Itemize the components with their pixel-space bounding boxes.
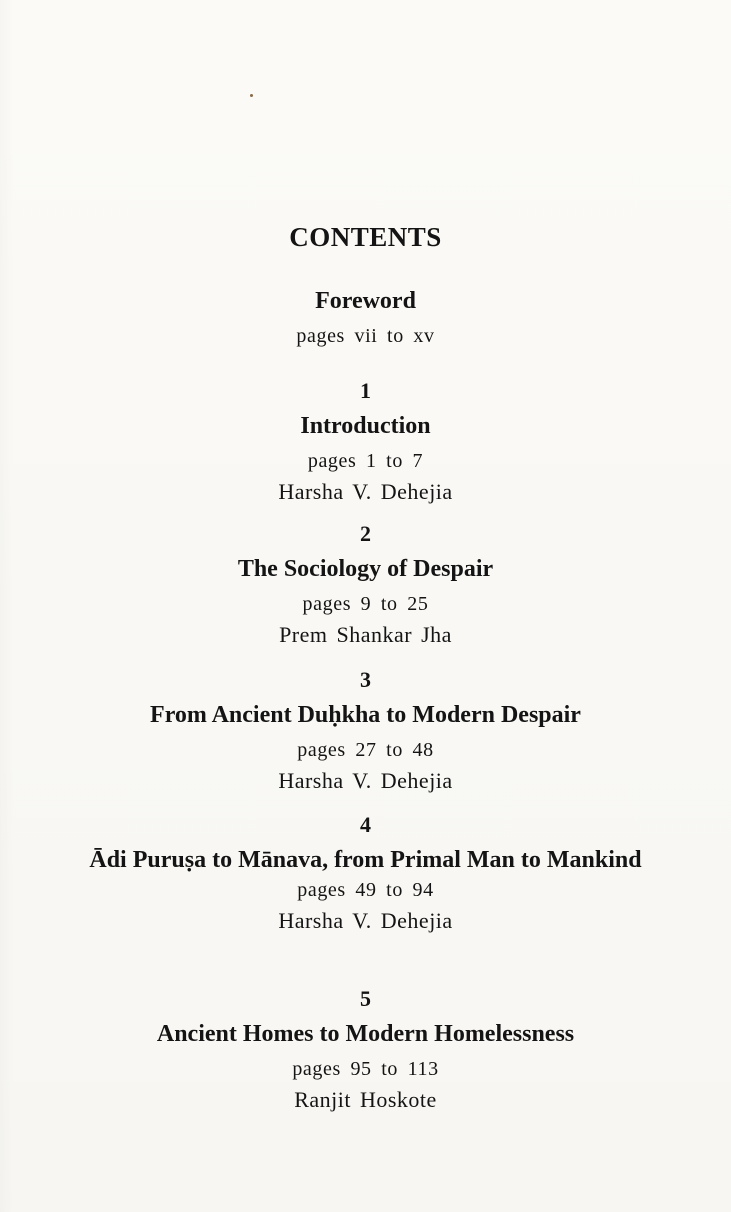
entry-title: Ancient Homes to Modern Homelessness [156, 1021, 575, 1047]
entry-title: Introduction [300, 413, 431, 439]
contents-heading: CONTENTS [289, 222, 442, 252]
entry-number: 3 [360, 667, 371, 692]
toc-entry-5 [0, 987, 731, 1117]
entry-pages: pages vii to xv [296, 325, 435, 347]
entry-pages: pages 95 to 113 [292, 1058, 439, 1080]
ink-speck [250, 94, 253, 97]
entry-author: Harsha V. Dehejia [278, 768, 453, 793]
toc-entry-1 [0, 379, 731, 509]
entry-pages: pages 9 to 25 [302, 593, 429, 615]
entry-title: The Sociology of Despair [237, 556, 494, 582]
entry-title: Foreword [315, 288, 416, 314]
entry-title: Ādi Puruṣa to Mānava, from Primal Man to Mankind [89, 847, 642, 873]
entry-author: Harsha V. Dehejia [278, 479, 453, 504]
entry-pages: pages 49 to 94 [297, 879, 434, 901]
entry-number: 5 [360, 986, 371, 1011]
toc-entry-foreword [0, 285, 731, 350]
entry-author: Harsha V. Dehejia [278, 908, 453, 933]
entry-title: From Ancient Duḥkha to Modern Despair [150, 702, 581, 728]
entry-number: 4 [360, 812, 371, 837]
entry-pages: pages 27 to 48 [297, 739, 434, 761]
entry-pages: pages 1 to 7 [307, 450, 424, 472]
toc-entry-2 [0, 522, 731, 652]
entry-number: 2 [360, 521, 371, 546]
entry-author: Prem Shankar Jha [279, 622, 452, 647]
entry-author: Ranjit Hoskote [294, 1087, 437, 1112]
toc-entry-3 [0, 668, 731, 798]
entry-number: 1 [360, 378, 371, 403]
toc-entry-4 [0, 813, 731, 938]
